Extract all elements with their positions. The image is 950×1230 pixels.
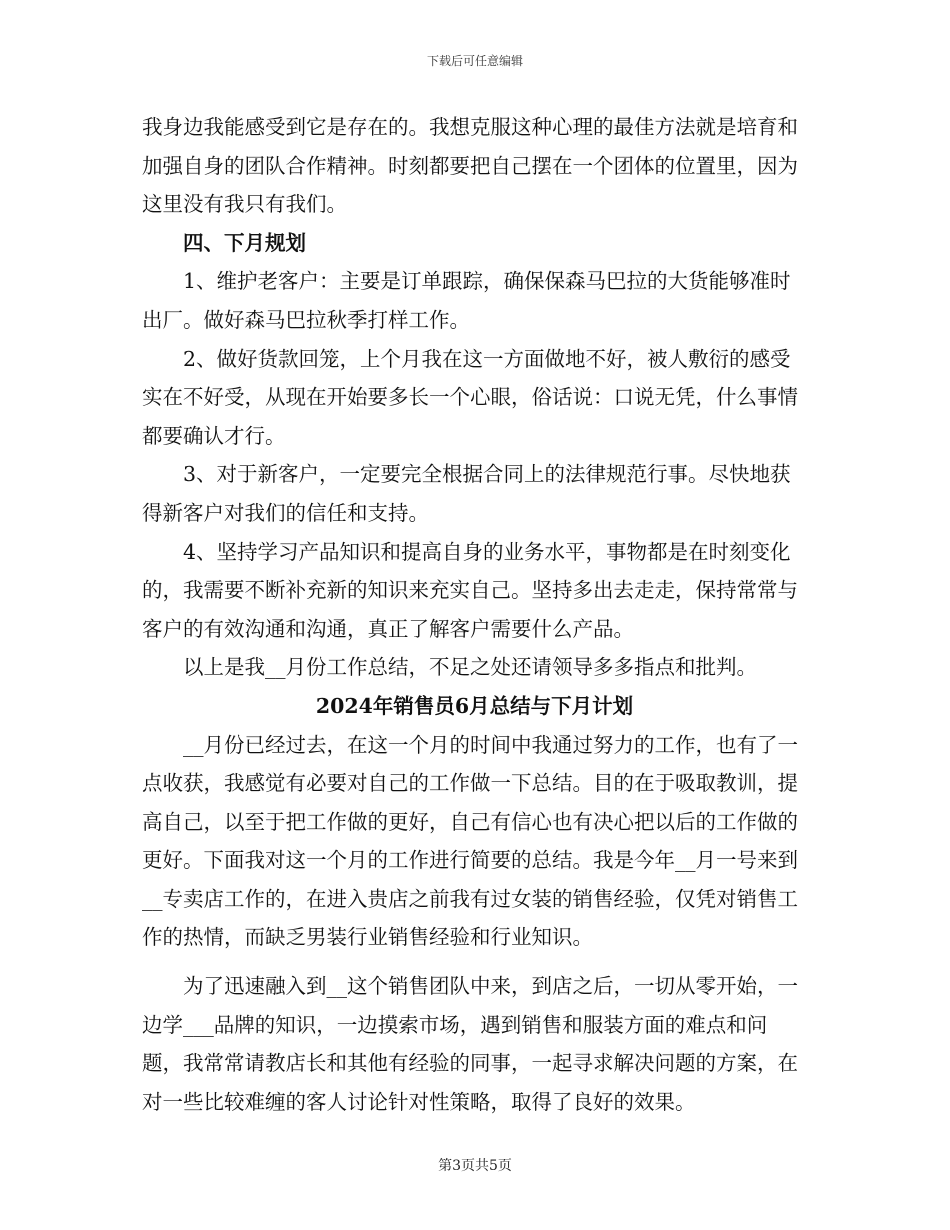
document-title: 2024年销售员6月总结与下月计划 bbox=[315, 693, 634, 718]
closing-paragraph: 以上是我__月份工作总结，不足之处还请领导多多指点和批判。 bbox=[183, 655, 757, 680]
document-body bbox=[142, 108, 807, 1121]
paragraph-continuation: 我身边我能感受到它是存在的。我想克服这种心理的最佳方法就是培育和加强自身的团队合作精神。时刻都要把自己摆在一个团体的位置里，因为这里没有我只有我们。 bbox=[142, 115, 798, 217]
plan-item-2: 2、做好货款回笼，上个月我在这一方面做地不好，被人敷衍的感受实在不好受，从现在开始要多长一个心眼，俗话说：口说无凭，什么事情都要确认才行。 bbox=[142, 346, 798, 448]
page-number-footer: 第3页共5页 bbox=[438, 1158, 512, 1174]
intro-paragraph: __月份已经过去，在这一个月的时间中我通过努力的工作，也有了一点收获，我感觉有必要对自己的工作做一下总结。目的在于吸取教训，提高自己，以至于把工作做的更好，自己有信心也有决心把以后的工作做的更好。下面我对这一个月的工作进行简要的总结。我是今年__月一号来到__专卖店工作的，在进入贵店之前我有过女装的销售经验，仅凭对销售工作的热情，而缺乏男装行业销售经验和行业知识。 bbox=[142, 732, 798, 950]
section-heading-next-month-plan: 四、下月规划 bbox=[183, 230, 306, 255]
plan-item-3: 3、对于新客户，一定要完全根据合同上的法律规范行事。尽快地获得新客户对我们的信任和支持。 bbox=[142, 462, 791, 525]
page-header: 下载后可任意编辑 bbox=[426, 54, 523, 68]
body-paragraph: 为了迅速融入到__这个销售团队中来，到店之后，一切从零开始，一边学___品牌的知识，一边摸索市场，遇到销售和服装方面的难点和问题，我常常请教店长和其他有经验的同事，一起寻求解决问题的方案，在对一些比较难缠的客人讨论针对性策略，取得了良好的效果。 bbox=[142, 974, 798, 1114]
plan-item-4: 4、坚持学习产品知识和提高自身的业务水平，事物都是在时刻变化的，我需要不断补充新的知识来充实自己。坚持多出去走走，保持常常与客户的有效沟通和沟通，真正了解客户需要什么产品。 bbox=[142, 539, 798, 641]
plan-item-1: 1、维护老客户：主要是订单跟踪，确保保森马巴拉的大货能够准时出厂。做好森马巴拉秋季打样工作。 bbox=[142, 269, 791, 332]
